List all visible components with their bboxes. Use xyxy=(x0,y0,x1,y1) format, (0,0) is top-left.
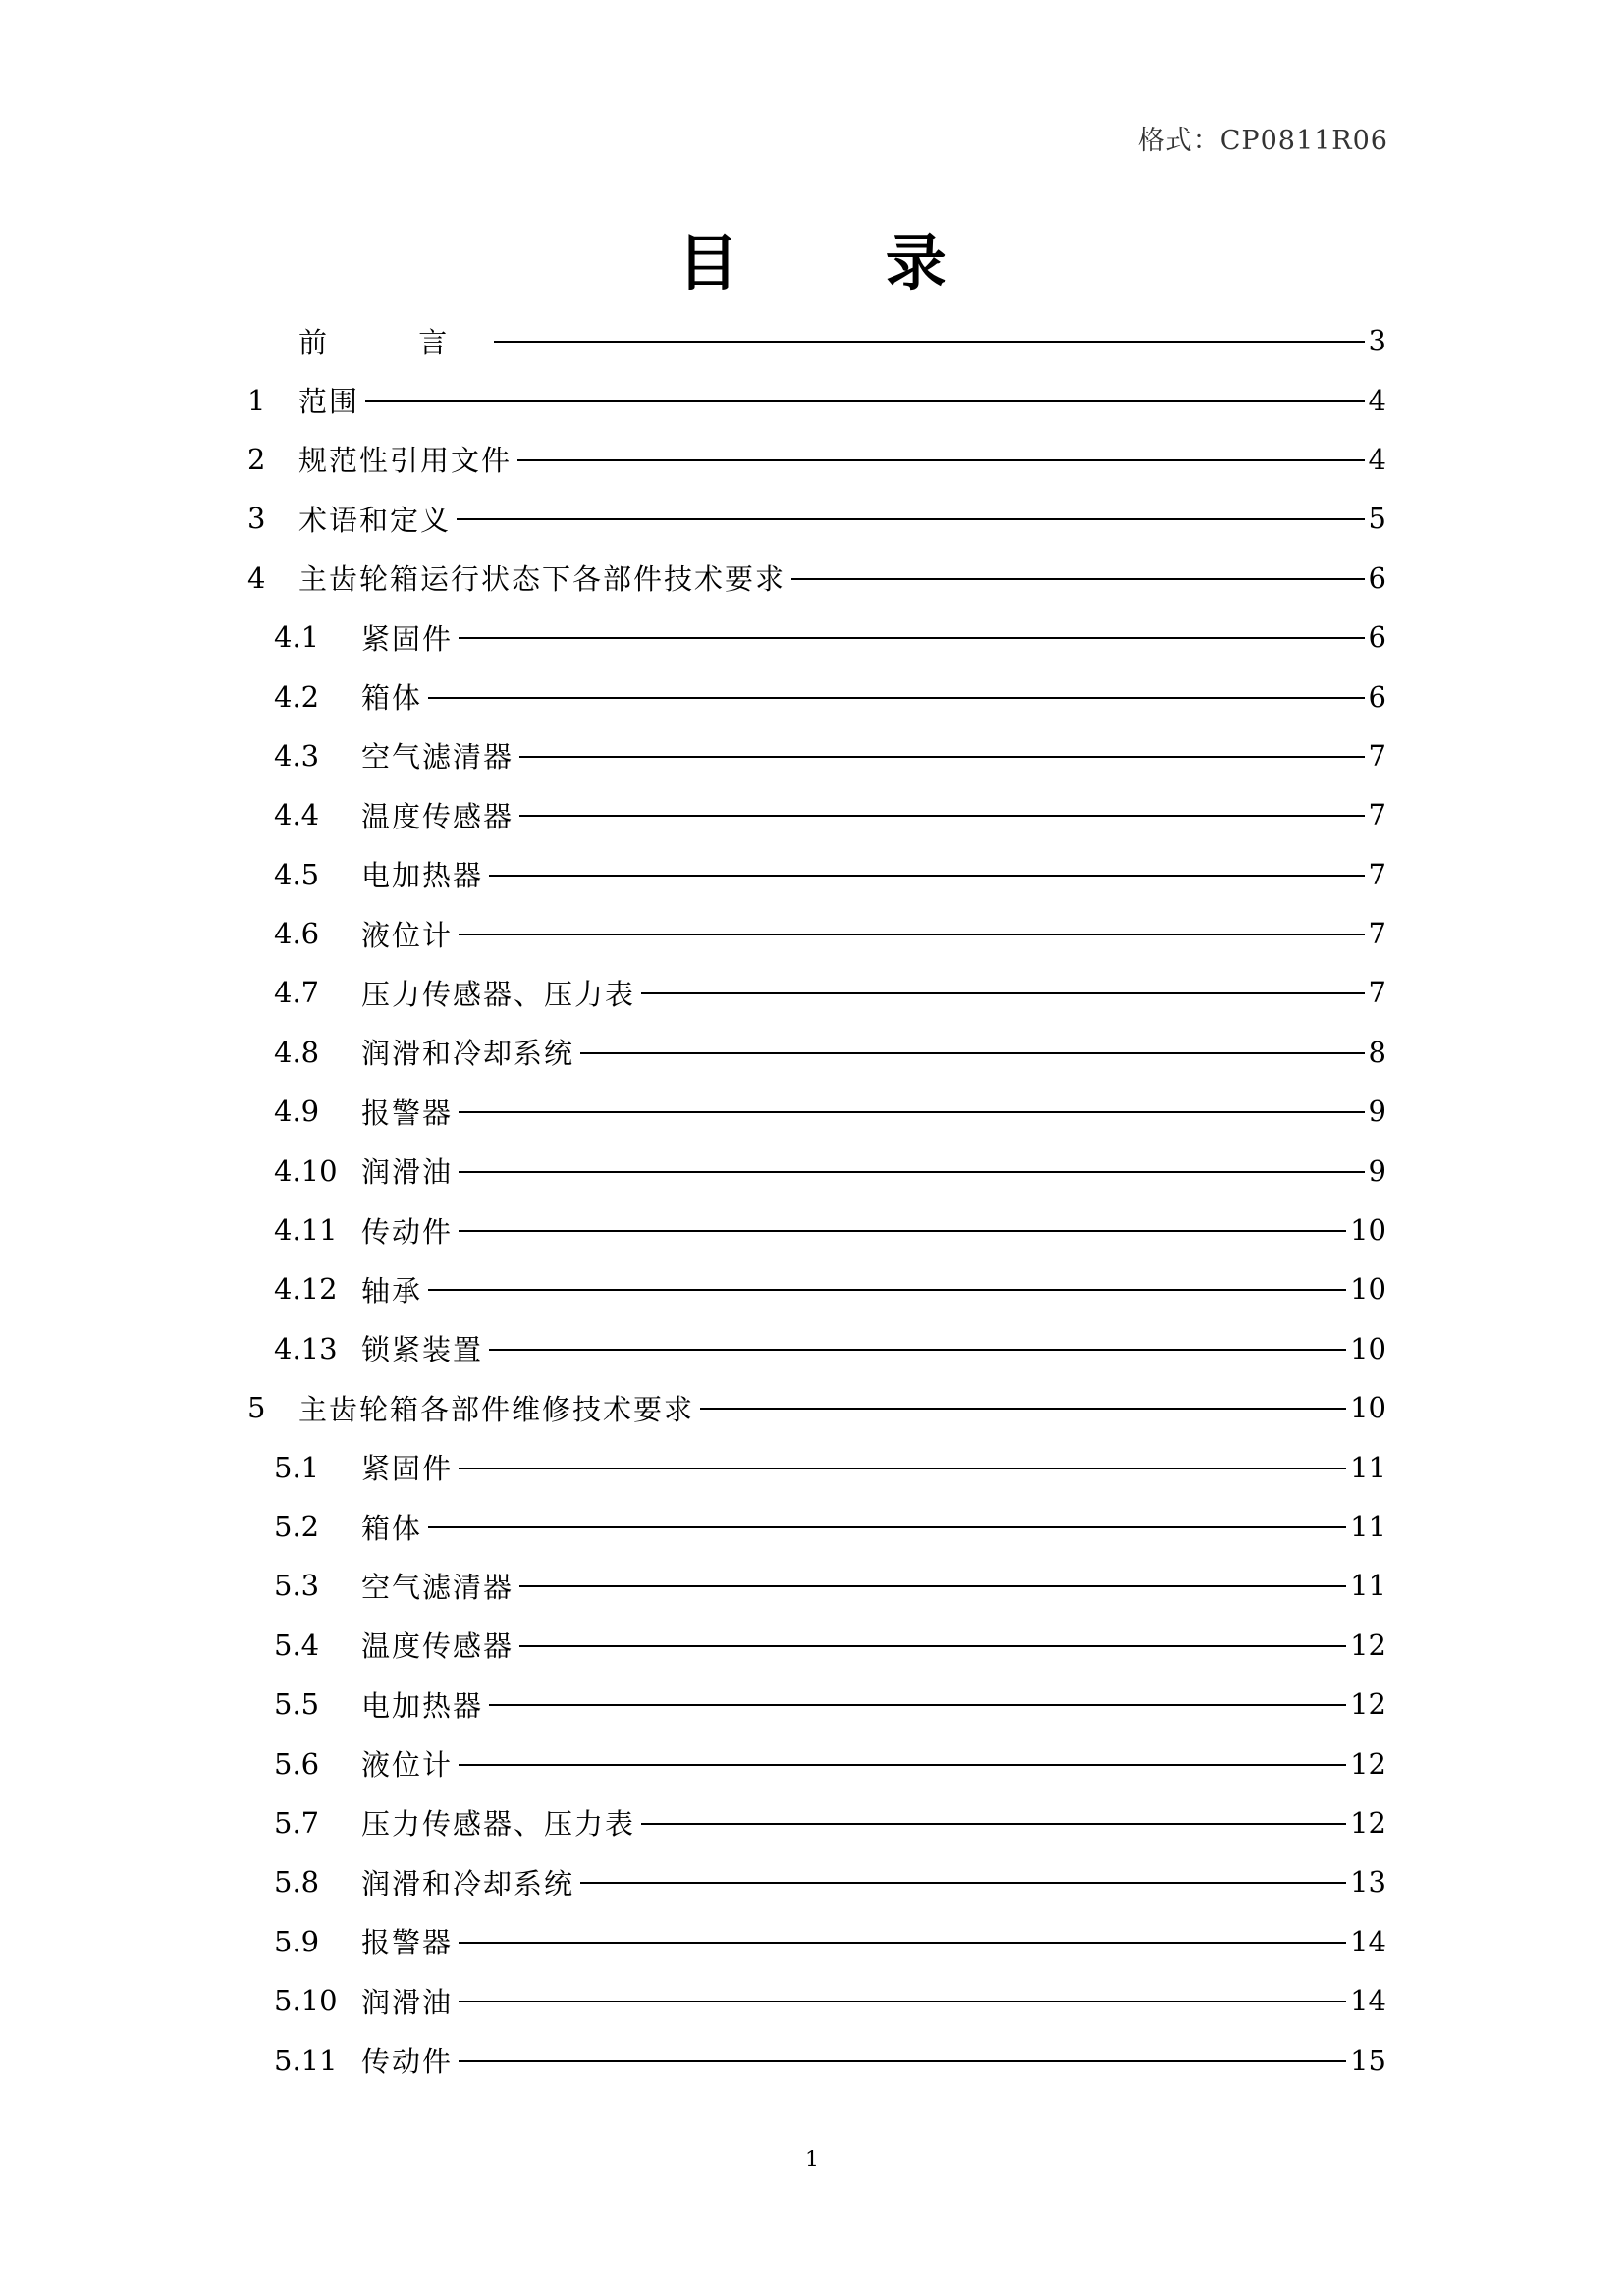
toc-entry[interactable] xyxy=(247,845,1386,904)
toc-entry-title: 压力传感器、压力表 xyxy=(361,977,636,1011)
toc-entry-number: 4.2 xyxy=(274,679,320,714)
toc-entry-page: 5 xyxy=(1368,502,1386,536)
toc-entry-page: 9 xyxy=(1368,1153,1386,1188)
toc-leader-line xyxy=(459,934,1365,935)
toc-entry[interactable] xyxy=(247,667,1386,725)
toc-entry-title: 主齿轮箱各部件维修技术要求 xyxy=(298,1392,695,1426)
toc-leader-line xyxy=(459,2001,1346,2002)
toc-entry-title: 报警器 xyxy=(361,1926,454,1960)
toc-entry-title: 液位计 xyxy=(361,918,454,952)
toc-entry-page: 7 xyxy=(1368,857,1386,891)
toc-entry-page: 15 xyxy=(1350,2043,1386,2077)
toc-entry-number: 4.11 xyxy=(274,1213,338,1248)
toc-entry-title: 紧固件 xyxy=(361,1452,454,1486)
toc-entry[interactable] xyxy=(247,1201,1386,1259)
toc-entry[interactable] xyxy=(247,1437,1386,1496)
toc-entry-title: 温度传感器 xyxy=(361,1629,514,1664)
toc-entry-number: 5.10 xyxy=(274,1984,338,2018)
toc-entry-title: 传动件 xyxy=(361,1214,454,1249)
toc-entry-page: 4 xyxy=(1368,383,1386,417)
toc-entry-page: 12 xyxy=(1350,1628,1386,1662)
toc-leader-line xyxy=(494,341,1364,343)
toc-entry-title: 空气滤清器 xyxy=(361,1570,514,1604)
toc-leader-line xyxy=(519,815,1365,817)
toc-entry-number: 5.2 xyxy=(274,1510,320,1543)
toc-entry-number: 4.13 xyxy=(274,1331,338,1365)
toc-leader-line xyxy=(641,992,1365,994)
toc-entry[interactable] xyxy=(247,549,1386,608)
toc-entry-page: 7 xyxy=(1368,798,1386,832)
toc-entry-page: 12 xyxy=(1350,1805,1386,1840)
toc-leader-line xyxy=(489,1704,1346,1706)
toc-entry-number: 3 xyxy=(247,502,266,536)
toc-entry[interactable] xyxy=(247,785,1386,844)
toc-entry-title: 报警器 xyxy=(361,1095,454,1130)
toc-entry-page: 12 xyxy=(1350,1746,1386,1781)
toc-entry-title: 范围 xyxy=(298,385,360,419)
toc-leader-line xyxy=(519,1645,1346,1647)
toc-entry-page: 14 xyxy=(1350,1924,1386,1958)
toc-entry[interactable] xyxy=(247,1082,1386,1141)
table-of-contents xyxy=(247,311,1386,2090)
toc-entry[interactable] xyxy=(247,1023,1386,1082)
toc-entry-title: 紧固件 xyxy=(361,621,454,656)
toc-entry[interactable] xyxy=(247,1793,1386,1852)
toc-leader-line xyxy=(791,578,1365,580)
toc-leader-line xyxy=(459,1764,1346,1766)
toc-leader-line xyxy=(457,518,1365,520)
toc-entry[interactable] xyxy=(247,904,1386,963)
toc-entry[interactable] xyxy=(247,963,1386,1022)
toc-entry-number: 4.3 xyxy=(274,738,320,773)
toc-entry-number: 4.9 xyxy=(274,1095,320,1129)
toc-leader-line xyxy=(489,1349,1346,1351)
toc-entry-page: 7 xyxy=(1368,976,1386,1010)
toc-entry-title: 锁紧装置 xyxy=(361,1333,484,1367)
toc-entry-number: 5 xyxy=(247,1391,266,1425)
toc-entry[interactable] xyxy=(247,1912,1386,1971)
toc-entry-number: 5.3 xyxy=(274,1569,320,1603)
toc-leader-line xyxy=(519,756,1365,758)
toc-entry-page: 11 xyxy=(1350,1510,1386,1543)
toc-entry-title: 液位计 xyxy=(361,1748,454,1783)
toc-entry-title: 润滑和冷却系统 xyxy=(361,1037,575,1071)
toc-entry[interactable] xyxy=(247,1141,1386,1200)
toc-entry-page: 14 xyxy=(1350,1984,1386,2018)
toc-entry-number: 4.8 xyxy=(274,1035,320,1069)
toc-entry-page: 7 xyxy=(1368,917,1386,951)
toc-entry-number: 4.5 xyxy=(274,857,320,891)
toc-leader-line xyxy=(459,1942,1346,1944)
toc-entry-title: 主齿轮箱运行状态下各部件技术要求 xyxy=(298,562,786,597)
toc-entry-title: 箱体 xyxy=(361,1511,423,1545)
toc-leader-line xyxy=(489,875,1365,877)
toc-entry-page: 13 xyxy=(1350,1865,1386,1899)
toc-entry-title: 轴承 xyxy=(361,1273,423,1308)
toc-leader-line xyxy=(580,1052,1365,1054)
toc-entry[interactable] xyxy=(247,430,1386,489)
toc-entry-number: 5.7 xyxy=(274,1805,320,1840)
toc-leader-line xyxy=(459,1230,1346,1232)
toc-entry[interactable] xyxy=(247,1378,1386,1437)
toc-entry-number: 5.1 xyxy=(274,1450,320,1484)
toc-entry[interactable] xyxy=(247,1259,1386,1318)
format-code-label: 格式：CP0811R06 xyxy=(1137,126,1388,156)
toc-entry-page: 9 xyxy=(1368,1095,1386,1129)
toc-entry-page: 10 xyxy=(1350,1213,1386,1248)
toc-entry[interactable] xyxy=(247,726,1386,785)
toc-entry-title: 术语和定义 xyxy=(298,503,452,537)
toc-entry[interactable] xyxy=(247,1852,1386,1911)
toc-entry-page: 11 xyxy=(1350,1569,1386,1603)
toc-entry-title: 润滑油 xyxy=(361,1155,454,1190)
toc-entry-number: 5.6 xyxy=(274,1746,320,1781)
toc-leader-line xyxy=(365,400,1365,402)
toc-entry[interactable] xyxy=(247,608,1386,667)
toc-entry-number: 4 xyxy=(247,561,266,595)
toc-leader-line xyxy=(459,1468,1346,1469)
toc-entry-page: 10 xyxy=(1350,1272,1386,1307)
toc-entry-page: 7 xyxy=(1368,738,1386,773)
toc-entry[interactable] xyxy=(247,1734,1386,1792)
page-number: 1 xyxy=(805,2148,819,2172)
toc-entry-title: 传动件 xyxy=(361,2045,454,2079)
toc-leader-line xyxy=(459,637,1365,639)
toc-entry-number: 5.5 xyxy=(274,1687,320,1722)
toc-leader-line xyxy=(428,1526,1346,1528)
toc-entry-title: 空气滤清器 xyxy=(361,740,514,774)
toc-entry-number: 2 xyxy=(247,442,266,476)
toc-leader-line xyxy=(519,1585,1346,1587)
toc-entry[interactable] xyxy=(247,1971,1386,2030)
toc-entry[interactable] xyxy=(247,1556,1386,1615)
toc-entry-title: 电加热器 xyxy=(361,859,484,893)
toc-entry-title: 规范性引用文件 xyxy=(298,444,513,478)
toc-entry-number: 5.8 xyxy=(274,1865,320,1899)
toc-entry[interactable] xyxy=(247,370,1386,429)
toc-entry-page: 4 xyxy=(1368,442,1386,476)
toc-entry-title: 润滑和冷却系统 xyxy=(361,1866,575,1900)
toc-entry-page: 6 xyxy=(1368,561,1386,595)
toc-entry[interactable] xyxy=(247,1675,1386,1734)
toc-entry-title: 箱体 xyxy=(361,681,423,716)
toc-entry-number: 4.1 xyxy=(274,620,320,655)
toc-entry-page: 11 xyxy=(1350,1450,1386,1484)
toc-entry-number: 4.10 xyxy=(274,1153,338,1188)
toc-entry-page: 8 xyxy=(1368,1035,1386,1069)
toc-entry-page: 3 xyxy=(1368,324,1386,358)
toc-entry[interactable] xyxy=(247,2030,1386,2089)
toc-entry-number: 5.4 xyxy=(274,1628,320,1662)
toc-entry-number: 5.11 xyxy=(274,2043,338,2077)
toc-leader-line xyxy=(428,1289,1346,1291)
toc-entry-title: 前 言 xyxy=(298,325,489,359)
toc-leader-line xyxy=(459,1171,1365,1173)
toc-leader-line xyxy=(428,697,1365,699)
toc-entry-number: 4.12 xyxy=(274,1272,338,1307)
toc-leader-line xyxy=(459,1111,1365,1113)
toc-entry-title: 压力传感器、压力表 xyxy=(361,1807,636,1842)
toc-entry-page: 10 xyxy=(1350,1391,1386,1425)
toc-entry-title: 温度传感器 xyxy=(361,799,514,833)
toc-leader-line xyxy=(641,1823,1346,1825)
toc-entry-number: 4.4 xyxy=(274,798,320,832)
toc-entry-title: 电加热器 xyxy=(361,1688,484,1723)
toc-entry[interactable] xyxy=(247,1497,1386,1556)
toc-entry[interactable] xyxy=(247,311,1386,370)
toc-entry-page: 10 xyxy=(1350,1331,1386,1365)
toc-entry-page: 6 xyxy=(1368,620,1386,655)
page-title: 目 录 xyxy=(677,227,1009,298)
toc-entry[interactable] xyxy=(247,489,1386,548)
toc-leader-line xyxy=(459,2060,1346,2062)
toc-entry-number: 4.7 xyxy=(274,976,320,1010)
toc-leader-line xyxy=(700,1408,1346,1410)
toc-entry[interactable] xyxy=(247,1616,1386,1675)
toc-entry-number: 1 xyxy=(247,383,266,417)
toc-entry-number: 5.9 xyxy=(274,1924,320,1958)
toc-entry-page: 6 xyxy=(1368,679,1386,714)
toc-entry-title: 润滑油 xyxy=(361,1985,454,2019)
toc-leader-line xyxy=(517,459,1365,461)
toc-entry-page: 12 xyxy=(1350,1687,1386,1722)
toc-entry-number: 4.6 xyxy=(274,917,320,951)
toc-leader-line xyxy=(580,1882,1346,1884)
toc-entry[interactable] xyxy=(247,1319,1386,1378)
